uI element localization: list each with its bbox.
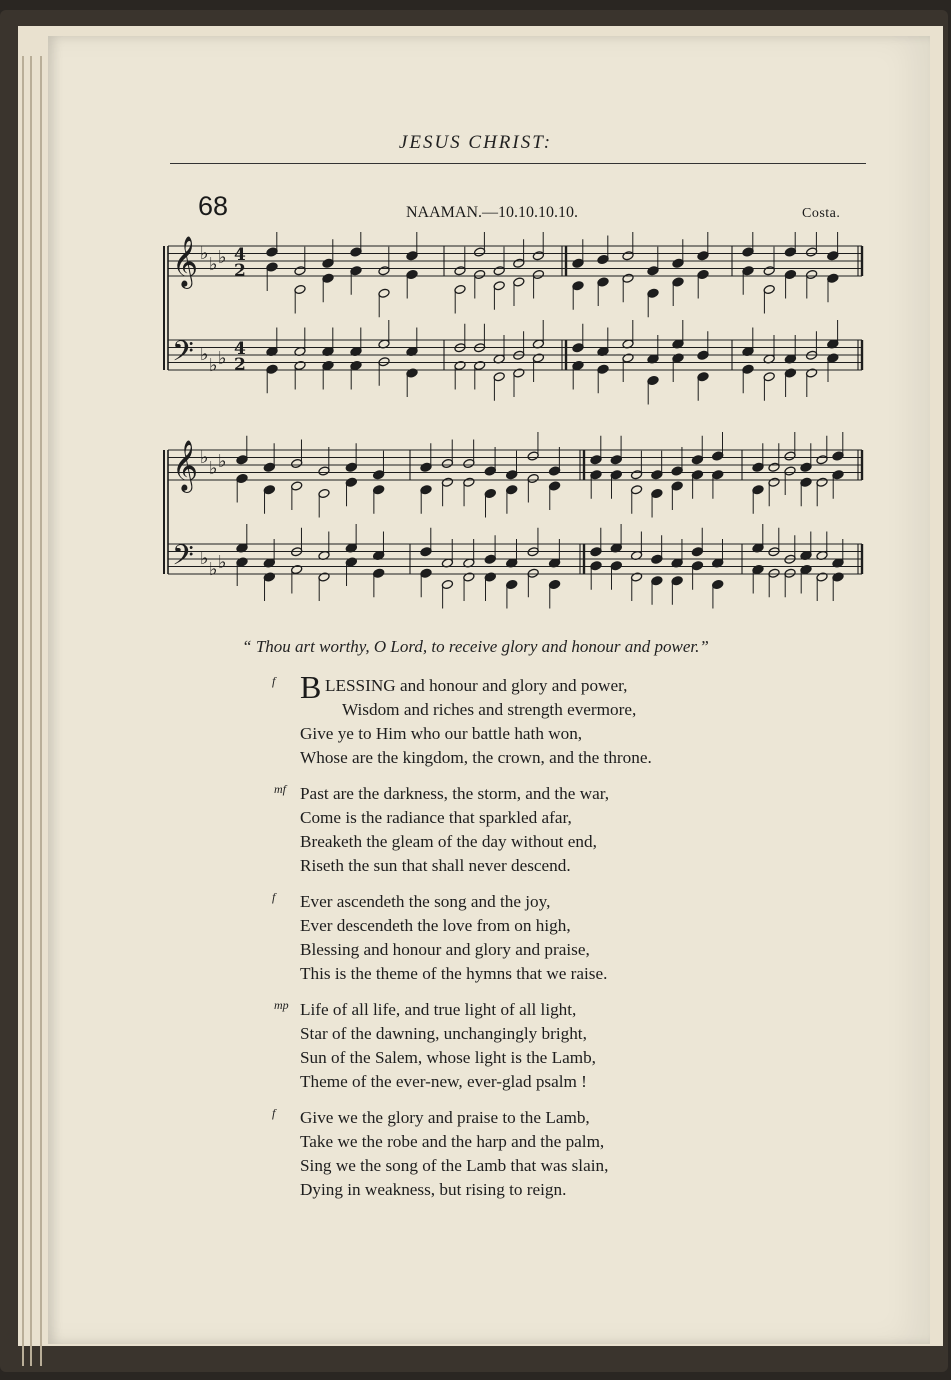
note-head — [484, 466, 496, 476]
note-head — [454, 284, 466, 294]
note-head — [513, 258, 525, 268]
note-head — [805, 368, 817, 378]
note-head — [263, 462, 275, 472]
dynamic-marking: f — [272, 1106, 276, 1120]
note-head — [697, 372, 709, 382]
note-head — [527, 451, 539, 461]
drop-cap: B — [300, 669, 322, 705]
note-head — [263, 572, 275, 582]
note-head — [816, 572, 828, 582]
header-rule — [170, 163, 866, 164]
note-head — [527, 473, 539, 483]
note-head — [345, 557, 357, 567]
note-head — [572, 360, 584, 370]
note-head — [742, 364, 754, 374]
note-head — [454, 360, 466, 370]
note-head — [572, 343, 584, 353]
note-head — [597, 277, 609, 287]
note-head — [691, 470, 703, 480]
note-head — [784, 568, 796, 578]
note-head — [590, 455, 602, 465]
note-head — [473, 269, 485, 279]
note-head — [784, 269, 796, 279]
note-head — [350, 247, 362, 257]
note-head — [378, 357, 390, 367]
note-head — [378, 266, 390, 276]
note-head — [441, 579, 453, 589]
note-head — [572, 258, 584, 268]
note-head — [816, 455, 828, 465]
note-head — [671, 481, 683, 491]
note-head — [506, 579, 518, 589]
flat-icon: ♭ — [209, 355, 218, 376]
note-head — [493, 372, 505, 382]
note-head — [572, 281, 584, 291]
verse-5 — [272, 1106, 800, 1202]
note-head — [420, 485, 432, 495]
note-head — [532, 251, 544, 261]
note-head — [548, 466, 560, 476]
note-head — [493, 281, 505, 291]
note-head — [832, 451, 844, 461]
note-head — [345, 462, 357, 472]
note-head — [294, 360, 306, 370]
note-head — [322, 258, 334, 268]
note-head — [322, 273, 334, 283]
note-head — [610, 470, 622, 480]
note-head — [691, 561, 703, 571]
note-head — [322, 360, 334, 370]
note-head — [647, 288, 659, 298]
flat-icon: ♭ — [209, 254, 218, 275]
note-head — [291, 481, 303, 491]
note-head — [484, 554, 496, 564]
flat-icon: ♭ — [218, 552, 227, 573]
note-head — [506, 485, 518, 495]
note-head — [318, 466, 330, 476]
note-head — [672, 353, 684, 363]
verse-line: Give ye to Him who our battle hath won, — [300, 724, 583, 743]
note-head — [630, 470, 642, 480]
note-head — [513, 368, 525, 378]
note-head — [742, 266, 754, 276]
time-signature: 4 — [234, 339, 246, 359]
note-head — [610, 455, 622, 465]
note-head — [671, 576, 683, 586]
note-head — [651, 554, 663, 564]
note-head — [800, 477, 812, 487]
note-head — [697, 269, 709, 279]
epigraph: “ Thou art worthy, O Lord, to receive glory and honour and power.” — [242, 637, 709, 656]
composer-name: Costa. — [802, 206, 841, 221]
verse-line: Take we the robe and the harp and the palm, — [300, 1132, 605, 1151]
note-head — [712, 470, 724, 480]
note-head — [622, 273, 634, 283]
treble-clef-icon: 𝄞 — [172, 440, 199, 491]
note-head — [493, 266, 505, 276]
note-head — [805, 247, 817, 257]
time-signature: 2 — [234, 261, 246, 281]
note-head — [291, 564, 303, 574]
note-head — [532, 353, 544, 363]
flat-icon: ♭ — [200, 243, 209, 264]
note-head — [671, 466, 683, 476]
note-head — [420, 568, 432, 578]
note-head — [784, 451, 796, 461]
dynamic-marking: f — [272, 674, 276, 688]
note-head — [697, 350, 709, 360]
flat-icon: ♭ — [218, 348, 227, 369]
dynamic-marking: mf — [274, 782, 286, 796]
verse-line: Life of all life, and true light of all light, — [300, 1000, 577, 1019]
note-head — [742, 247, 754, 257]
verse-line: LESSING and honour and glory and power, — [325, 676, 628, 695]
note-head — [691, 547, 703, 557]
note-head — [484, 572, 496, 582]
note-head — [513, 277, 525, 287]
verse-line: This is the theme of the hymns that we raise. — [300, 964, 608, 983]
note-head — [816, 477, 828, 487]
note-head — [752, 564, 764, 574]
note-head — [784, 466, 796, 476]
note-head — [697, 251, 709, 261]
flat-icon: ♭ — [218, 247, 227, 268]
verse-1 — [272, 669, 800, 770]
verse-line: Give we the glory and praise to the Lamb, — [300, 1108, 590, 1127]
note-head — [647, 266, 659, 276]
note-head — [763, 372, 775, 382]
note-head — [406, 368, 418, 378]
note-head — [263, 485, 275, 495]
note-head — [752, 485, 764, 495]
verse-line: Wisdom and riches and strength evermore, — [342, 700, 637, 719]
note-head — [406, 251, 418, 261]
note-head — [548, 579, 560, 589]
note-head — [805, 269, 817, 279]
note-head — [712, 579, 724, 589]
note-head — [827, 251, 839, 261]
note-head — [463, 458, 475, 468]
note-head — [373, 568, 385, 578]
note-head — [373, 485, 385, 495]
bass-clef-icon: 𝄢 — [172, 539, 194, 579]
verse-line: Theme of the ever-new, ever-glad psalm ! — [300, 1072, 587, 1091]
verse-line: Past are the darkness, the storm, and the war, — [300, 784, 610, 803]
verse-line: Blessing and honour and glory and praise, — [300, 940, 590, 959]
note-head — [827, 273, 839, 283]
note-head — [691, 455, 703, 465]
hymn-verses — [272, 669, 800, 1214]
verse-3 — [272, 890, 800, 986]
flat-icon: ♭ — [209, 559, 218, 580]
note-head — [236, 557, 248, 567]
note-head — [832, 470, 844, 480]
note-head — [832, 572, 844, 582]
note-head — [345, 477, 357, 487]
note-head — [630, 572, 642, 582]
verse-line: Ever descendeth the love from on high, — [300, 916, 571, 935]
note-head — [622, 353, 634, 363]
treble-clef-icon: 𝄞 — [172, 236, 199, 287]
note-head — [622, 251, 634, 261]
note-head — [712, 451, 724, 461]
bass-clef-icon: 𝄢 — [172, 335, 194, 375]
verse-line: Riseth the sun that shall never descend. — [300, 856, 571, 875]
hymn-number: 68 — [198, 191, 229, 221]
note-head — [473, 360, 485, 370]
running-head: JESUS CHRIST: — [398, 132, 553, 153]
note-head — [350, 360, 362, 370]
note-head — [294, 266, 306, 276]
note-head — [768, 477, 780, 487]
note-head — [548, 481, 560, 491]
time-signature: 2 — [234, 355, 246, 375]
note-head — [266, 262, 278, 272]
note-head — [590, 470, 602, 480]
note-head — [651, 576, 663, 586]
note-head — [473, 247, 485, 257]
verse-line: Sing we the song of the Lamb that was slain, — [300, 1156, 609, 1175]
note-head — [318, 572, 330, 582]
note-head — [768, 462, 780, 472]
verse-line: Come is the radiance that sparkled afar, — [300, 808, 572, 827]
note-head — [752, 462, 764, 472]
verse-line: Ever ascendeth the song and the joy, — [300, 892, 551, 911]
note-head — [420, 462, 432, 472]
note-head — [784, 368, 796, 378]
note-head — [420, 547, 432, 557]
note-head — [800, 564, 812, 574]
verse-line: Breaketh the gleam of the day without end, — [300, 832, 597, 851]
flat-icon: ♭ — [218, 451, 227, 472]
note-head — [763, 284, 775, 294]
note-head — [373, 470, 385, 480]
note-head — [236, 473, 248, 483]
note-head — [291, 458, 303, 468]
note-head — [266, 247, 278, 257]
note-head — [630, 485, 642, 495]
note-head — [800, 462, 812, 472]
note-head — [672, 258, 684, 268]
time-signature: 4 — [234, 245, 246, 265]
note-head — [378, 288, 390, 298]
note-head — [532, 269, 544, 279]
flat-icon: ♭ — [209, 458, 218, 479]
flat-icon: ♭ — [200, 447, 209, 468]
dynamic-marking: f — [272, 890, 276, 904]
note-head — [827, 353, 839, 363]
note-head — [527, 568, 539, 578]
note-head — [647, 375, 659, 385]
note-head — [441, 458, 453, 468]
note-head — [763, 266, 775, 276]
tune-name: NAAMAN.—10.10.10.10. — [406, 204, 578, 221]
note-head — [318, 488, 330, 498]
note-head — [672, 277, 684, 287]
note-head — [406, 269, 418, 279]
music-score-svg — [162, 232, 870, 614]
note-head — [484, 488, 496, 498]
flat-icon: ♭ — [200, 344, 209, 365]
music-score — [162, 232, 870, 614]
note-head — [506, 470, 518, 480]
note-head — [651, 488, 663, 498]
note-head — [597, 364, 609, 374]
note-head — [350, 266, 362, 276]
note-head — [463, 572, 475, 582]
verse-4 — [274, 998, 800, 1094]
note-head — [590, 547, 602, 557]
note-head — [610, 561, 622, 571]
note-head — [463, 477, 475, 487]
verse-line: Whose are the kingdom, the crown, and the throne. — [300, 748, 652, 767]
note-head — [590, 561, 602, 571]
note-head — [784, 247, 796, 257]
verse-2 — [274, 782, 800, 878]
dynamic-marking: mp — [274, 998, 289, 1012]
note-head — [597, 254, 609, 264]
note-head — [266, 364, 278, 374]
note-head — [454, 266, 466, 276]
verse-line: Star of the dawning, unchangingly bright, — [300, 1024, 587, 1043]
verse-line: Sun of the Salem, whose light is the Lamb, — [300, 1048, 596, 1067]
flat-icon: ♭ — [200, 548, 209, 569]
note-head — [768, 568, 780, 578]
verse-line: Dying in weakness, but rising to reign. — [300, 1180, 567, 1199]
note-head — [441, 477, 453, 487]
note-head — [651, 470, 663, 480]
note-head — [294, 284, 306, 294]
note-head — [236, 455, 248, 465]
